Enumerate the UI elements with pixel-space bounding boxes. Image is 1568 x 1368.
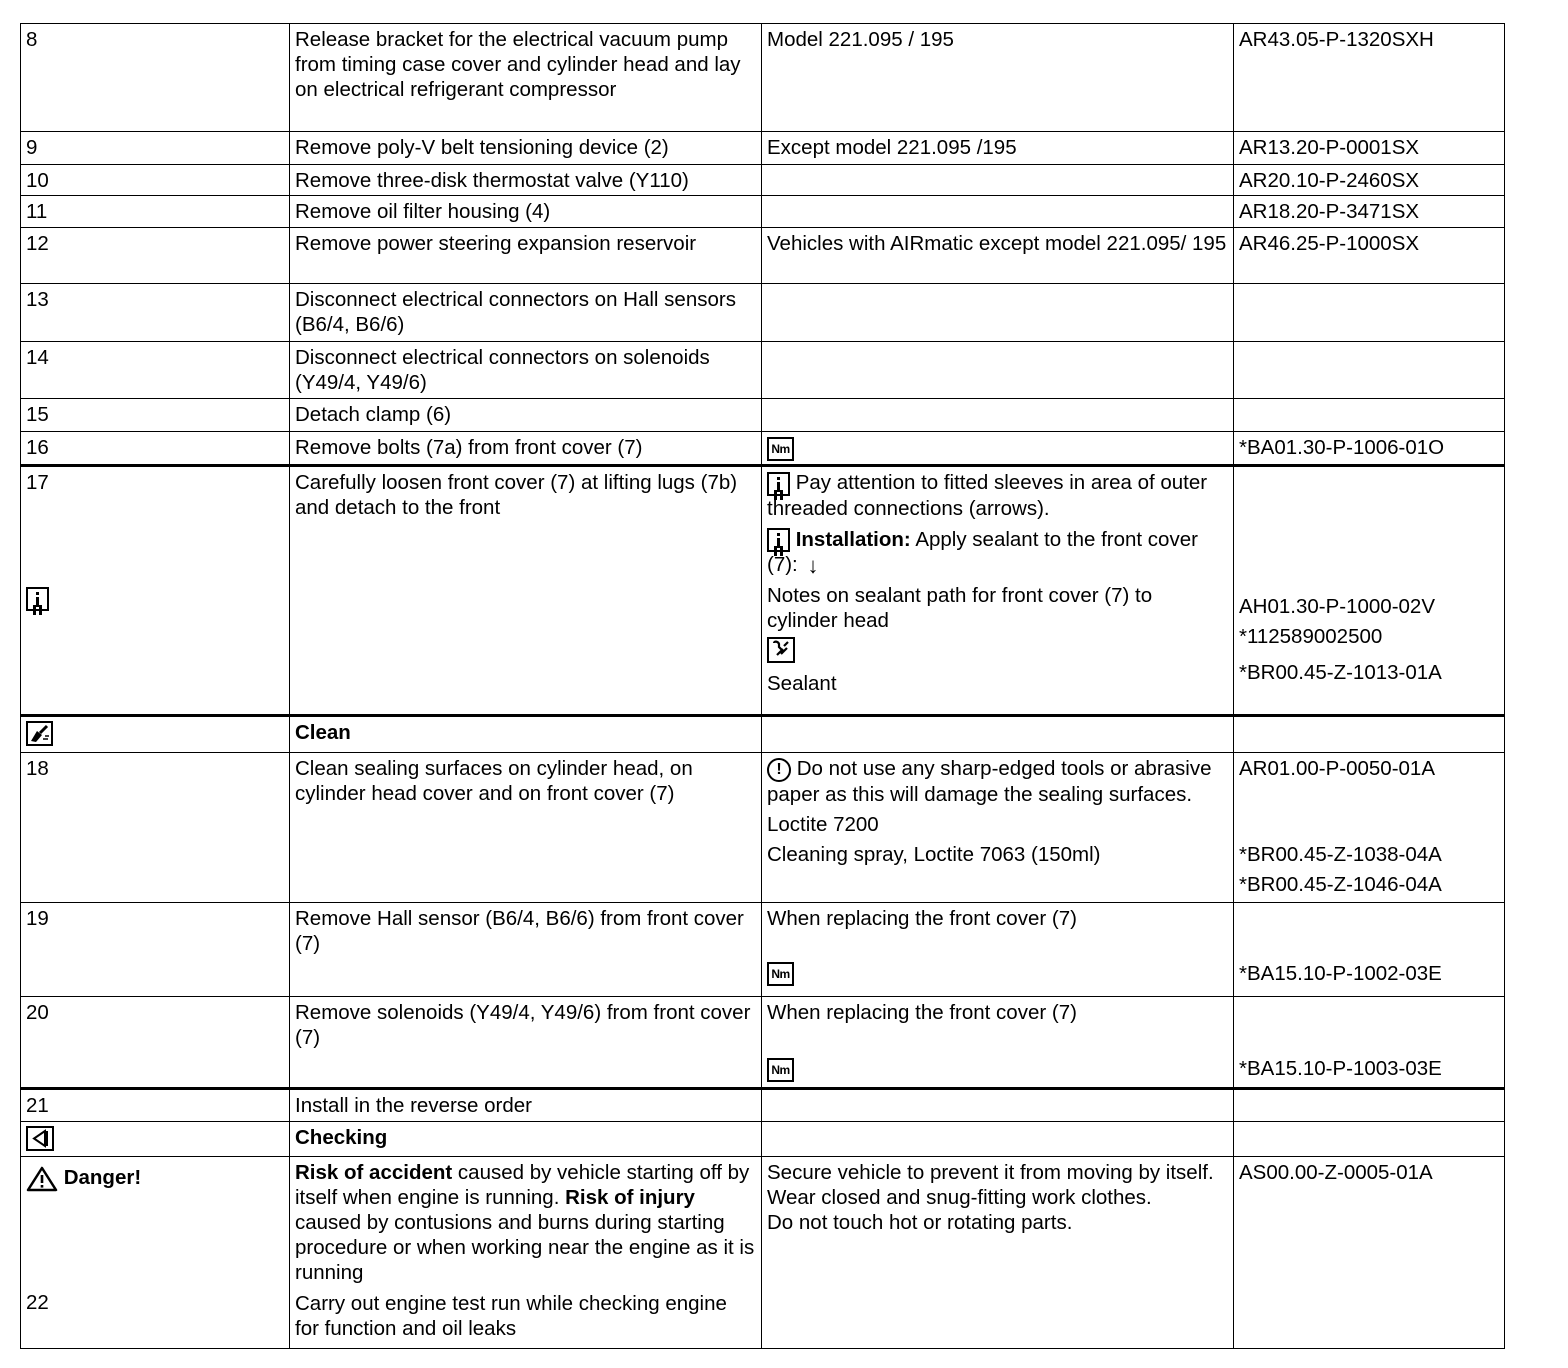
torque-nm-icon[interactable]: Nm <box>767 437 794 461</box>
empty-cell <box>762 1122 1234 1157</box>
step-action: Remove poly-V belt tensioning device (2) <box>290 132 762 165</box>
caution-text: Do not use any sharp-edged tools or abrasive paper as this will damage the sealing surfaces. <box>767 757 1212 806</box>
step-action: Disconnect electrical connectors on solenoids (Y49/4, Y49/6) <box>290 342 762 399</box>
table-row <box>21 903 1505 997</box>
step-reference[interactable]: AR01.00-P-0050-01A <box>1239 757 1436 780</box>
step-reference-cell <box>1234 997 1505 1089</box>
spacer <box>26 495 284 585</box>
spacer <box>1239 781 1499 842</box>
step-action: Disconnect electrical connectors on Hall sensors (B6/4, B6/6) <box>290 284 762 342</box>
section-title: Clean <box>290 716 762 753</box>
step-note-cell <box>762 1157 1234 1349</box>
step-note <box>762 342 1234 399</box>
material-name: Cleaning spray, Loctite 7063 (150ml) <box>767 842 1101 866</box>
installation-label: Installation: <box>795 527 911 551</box>
step-action: Remove bolts (7a) from front cover (7) <box>290 432 762 466</box>
condition-note: When replacing the front cover (7) <box>767 1001 1077 1024</box>
empty-cell <box>1234 1122 1505 1157</box>
wrench-icon <box>769 639 793 661</box>
step-reference <box>1234 342 1505 399</box>
info-note-text: Pay attention to fitted sleeves in area of outer threaded connections (arrows). <box>767 471 1208 520</box>
condition-note: When replacing the front cover (7) <box>767 907 1077 930</box>
step-note-cell <box>762 466 1234 716</box>
section-row <box>21 716 1505 753</box>
arrow-down-icon: ↓ <box>807 552 819 578</box>
step-number: 14 <box>21 342 290 399</box>
table-row <box>21 342 1505 399</box>
step-number: 10 <box>21 165 290 196</box>
checking-icon <box>26 1126 54 1151</box>
warning-triangle-icon <box>26 1166 58 1192</box>
safety-note: Secure vehicle to prevent it from moving by itself. <box>767 1161 1214 1184</box>
tool-number[interactable]: *112589002500 <box>1239 625 1383 648</box>
material-reference[interactable]: *BR00.45-Z-1046-04A <box>1239 873 1442 896</box>
step-number-cell <box>21 466 290 716</box>
table-row <box>21 1157 1505 1349</box>
spacer <box>26 1192 284 1290</box>
step-reference-cell <box>1234 466 1505 716</box>
step-number: 22 <box>26 1290 49 1314</box>
step-note: Except model 221.095 /195 <box>762 132 1234 165</box>
clean-icon <box>26 721 53 746</box>
step-reference[interactable]: *BA15.10-P-1003-03E <box>1239 1057 1442 1080</box>
step-action: Remove oil filter housing (4) <box>290 196 762 228</box>
caution-icon: ! <box>767 758 791 782</box>
table-row <box>21 997 1505 1089</box>
step-number: 21 <box>21 1089 290 1122</box>
table-row <box>21 132 1505 165</box>
step-number: 18 <box>21 753 290 903</box>
danger-label-row <box>26 1165 284 1192</box>
step-note: Vehicles with AIRmatic except model 221.095/ 195 <box>762 228 1234 284</box>
step-reference <box>1234 399 1505 432</box>
installation-note <box>767 527 1228 578</box>
danger-description <box>295 1160 756 1285</box>
torque-nm-icon[interactable]: Nm <box>767 1058 794 1082</box>
risk-label: Risk of injury <box>565 1186 695 1209</box>
table-row <box>21 1089 1505 1122</box>
sealant-label: Sealant <box>767 671 837 695</box>
step-reference[interactable]: *BR00.45-Z-1013-01A <box>1239 661 1442 684</box>
special-tool-row <box>767 636 1228 663</box>
table-row <box>21 753 1505 903</box>
material-reference[interactable]: *BR00.45-Z-1038-04A <box>1239 843 1442 866</box>
spacer <box>767 1025 1228 1056</box>
safety-note: Do not touch hot or rotating parts. <box>767 1211 1073 1234</box>
step-note <box>762 196 1234 228</box>
info-icon <box>767 472 790 496</box>
empty-cell <box>762 1089 1234 1122</box>
brush-icon <box>28 723 51 744</box>
step-note <box>762 284 1234 342</box>
step-number: 9 <box>21 132 290 165</box>
step-number: 8 <box>21 24 290 132</box>
info-icon <box>26 587 49 611</box>
step-number-cell <box>21 1157 290 1349</box>
sealant-path-note: Notes on sealant path for front cover (7) to cylinder head <box>767 584 1153 633</box>
step-action: Detach clamp (6) <box>290 399 762 432</box>
caution-note <box>767 756 1228 807</box>
table-row <box>21 24 1505 132</box>
step-action: Remove solenoids (Y49/4, Y49/6) from front cover (7) <box>290 997 762 1089</box>
step-reference[interactable]: AR43.05-P-1320SXH <box>1234 24 1505 132</box>
section-icon-cell <box>21 716 290 753</box>
step-action-cell <box>290 1157 762 1349</box>
step-note-cell <box>762 753 1234 903</box>
spacer <box>1239 906 1499 961</box>
risk-label: Risk of accident <box>295 1161 453 1184</box>
spacer <box>1239 470 1499 594</box>
table-row <box>21 165 1505 196</box>
info-icon <box>767 528 790 552</box>
installation-text: Apply sealant to the front cover (7): <box>767 527 1198 577</box>
empty-cell <box>762 716 1234 753</box>
section-row <box>21 1122 1505 1157</box>
step-reference[interactable]: AH01.30-P-1000-02V <box>1239 595 1436 618</box>
step-action: Carry out engine test run while checking engine for function and oil leaks <box>295 1292 727 1340</box>
section-icon-cell <box>21 1122 290 1157</box>
step-number: 20 <box>21 997 290 1089</box>
step-action: Clean sealing surfaces on cylinder head, on cylinder head cover and on front cover (7) <box>290 753 762 903</box>
section-title: Checking <box>290 1122 762 1157</box>
step-reference[interactable]: AR46.25-P-1000SX <box>1234 228 1505 284</box>
step-action: Install in the reverse order <box>290 1089 762 1122</box>
risk-text: caused by contusions and burns during starting procedure or when working near the engine as it is running <box>295 1211 755 1284</box>
table-row <box>21 466 1505 716</box>
danger-label: Danger! <box>63 1166 142 1189</box>
step-number: 16 <box>21 432 290 466</box>
step-note <box>762 399 1234 432</box>
empty-cell <box>1234 716 1505 753</box>
step-reference <box>1234 284 1505 342</box>
spacer <box>1239 649 1499 660</box>
table-row <box>21 399 1505 432</box>
step-action: Remove power steering expansion reservoir <box>290 228 762 284</box>
step-number: 13 <box>21 284 290 342</box>
risk-text: caused by vehicle starting off by itself when engine is running. <box>295 1161 750 1209</box>
step-number: 11 <box>21 196 290 228</box>
procedure-table <box>20 23 1505 1349</box>
empty-cell <box>1234 1089 1505 1122</box>
step-action: Remove Hall sensor (B6/4, B6/6) from front cover (7) <box>290 903 762 997</box>
table-row <box>21 196 1505 228</box>
step-number: 17 <box>26 471 49 494</box>
step-reference[interactable]: AS00.00-Z-0005-01A <box>1234 1157 1505 1349</box>
table-row <box>21 432 1505 466</box>
step-note <box>762 165 1234 196</box>
play-back-icon <box>28 1128 52 1149</box>
spacer <box>767 931 1228 960</box>
table-row <box>21 228 1505 284</box>
step-action: Remove three-disk thermostat valve (Y110) <box>290 165 762 196</box>
spacer <box>1239 1000 1499 1056</box>
step-reference-cell <box>1234 753 1505 903</box>
step-action: Release bracket for the electrical vacuum pump from timing case cover and cylinder head and lay on electrical refrigerant compressor <box>290 24 762 132</box>
step-reference[interactable]: *BA15.10-P-1002-03E <box>1239 962 1442 985</box>
step-note-cell <box>762 903 1234 997</box>
step-reference[interactable]: AR20.10-P-2460SX <box>1234 165 1505 196</box>
info-note <box>767 470 1228 521</box>
table-row <box>21 284 1505 342</box>
step-reference[interactable]: *BA01.30-P-1006-01O <box>1234 432 1505 466</box>
step-note-cell <box>762 997 1234 1089</box>
step-number: 19 <box>21 903 290 997</box>
step-reference-cell <box>1234 903 1505 997</box>
step-number: 15 <box>21 399 290 432</box>
step-number: 12 <box>21 228 290 284</box>
step-action: Carefully loosen front cover (7) at lifting lugs (7b) and detach to the front <box>290 466 762 716</box>
step-note: Model 221.095 / 195 <box>762 24 1234 132</box>
special-tool-icon[interactable] <box>767 637 795 663</box>
step-note <box>762 432 1234 466</box>
torque-nm-icon[interactable]: Nm <box>767 962 794 986</box>
step-reference[interactable]: AR13.20-P-0001SX <box>1234 132 1505 165</box>
material-name: Loctite 7200 <box>767 812 879 836</box>
step-reference[interactable]: AR18.20-P-3471SX <box>1234 196 1505 228</box>
safety-note: Wear closed and snug-fitting work clothes. <box>767 1186 1152 1209</box>
